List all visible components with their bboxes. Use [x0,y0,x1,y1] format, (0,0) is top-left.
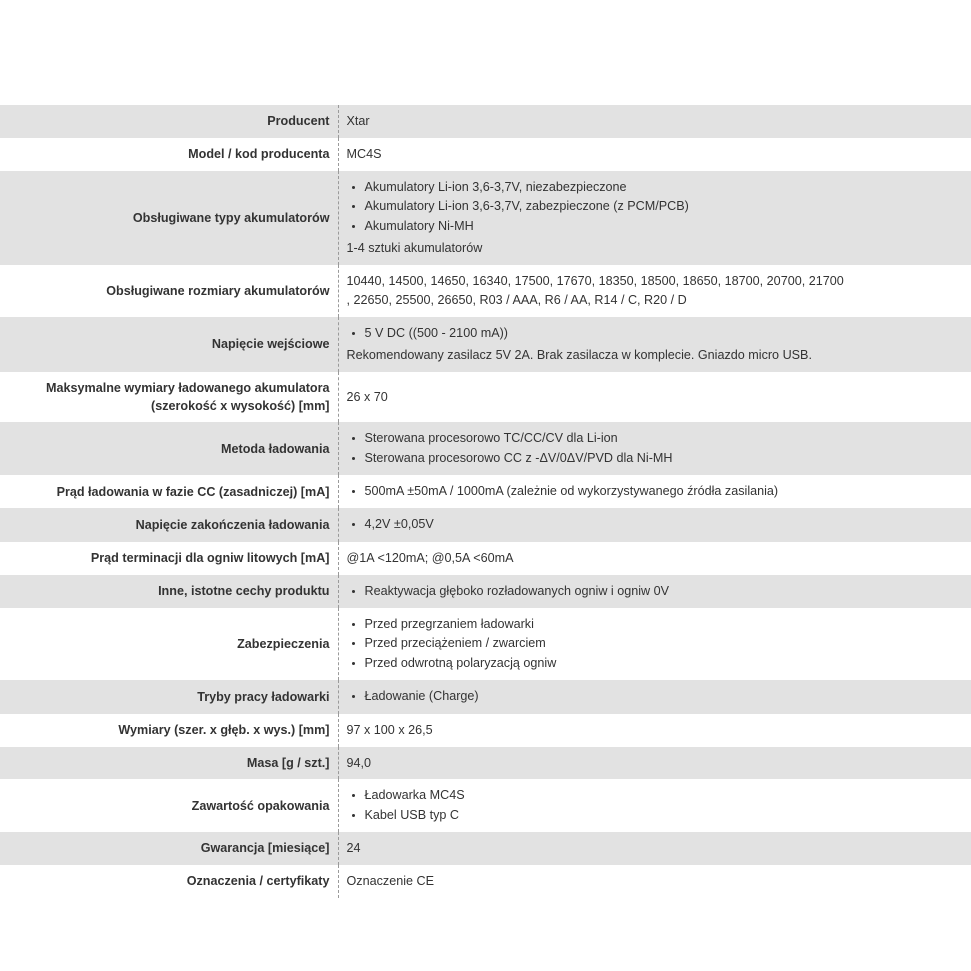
table-row [0,608,971,680]
spec-value [338,475,971,508]
spec-value-list [347,482,964,501]
table-row [0,865,971,898]
spec-value [338,542,971,575]
spec-value [338,575,971,608]
list-item: • Przed przegrzaniem ładowarki [365,615,964,634]
table-row [0,575,971,608]
spec-value-text: 24 [346,841,361,856]
spec-value-note: Rekomendowany zasilacz 5V 2A. Brak zasilacza w komplecie. Gniazdo micro USB. [346,347,812,362]
spec-value [338,317,971,372]
table-row [0,171,971,265]
spec-label: Inne, istotne cechy produktu [0,575,338,608]
spec-label: Oznaczenia / certyfikaty [0,865,338,898]
spec-label: Tryby pracy ładowarki [0,680,338,713]
list-item: • Ładowanie (Charge) [365,687,964,706]
list-item: • Ładowarka MC4S [365,786,964,805]
spec-value-list [347,178,964,236]
spec-value-text: MC4S [346,146,382,161]
spec-label: Zawartość opakowania [0,779,338,832]
spec-label: Napięcie zakończenia ładowania [0,508,338,541]
spec-label: Obsługiwane typy akumulatorów [0,171,338,265]
table-row [0,317,971,372]
table-row [0,138,971,171]
list-item: • 4,2V ±0,05V [365,515,964,534]
table-row [0,714,971,747]
spec-value [338,508,971,541]
spec-value-list [347,687,964,706]
spec-value [338,747,971,780]
spec-label: Model / kod producenta [0,138,338,171]
spec-label: Gwarancja [miesiące] [0,832,338,865]
spec-value-list [347,615,964,673]
spec-value-text: 97 x 100 x 26,5 [346,722,433,737]
table-row [0,475,971,508]
table-row [0,105,971,138]
list-item: • Przed przeciążeniem / zwarciem [365,634,964,653]
list-item: • Akumulatory Li-ion 3,6-3,7V, zabezpieczone (z PCM/PCB) [365,197,964,216]
spec-value [338,138,971,171]
spec-value [338,265,971,317]
table-row [0,779,971,832]
spec-value-line: , 22650, 25500, 26650, R03 / AAA, R6 / AA, R14 / C, R20 / D [346,292,687,307]
spec-label: Maksymalne wymiary ładowanego akumulatora (szerokość x wysokość) [mm] [0,372,338,423]
list-item: • Przed odwrotną polaryzacją ogniw [365,654,964,673]
spec-value-text: Oznaczenie CE [346,874,434,889]
table-row [0,422,971,475]
spec-label: Obsługiwane rozmiary akumulatorów [0,265,338,317]
spec-value-text: Xtar [346,114,370,128]
spec-value-line: 10440, 14500, 14650, 16340, 17500, 17670, 18350, 18500, 18650, 18700, 20700, 21700 [346,273,844,288]
table-row [0,747,971,780]
list-item: • Sterowana procesorowo TC/CC/CV dla Li-ion [365,429,964,448]
spec-value-text: @1A <120mA; @0,5A <60mA [346,550,514,565]
list-item: • 500mA ±50mA / 1000mA (zależnie od wykorzystywanego źródła zasilania) [365,482,964,501]
spec-value-list [347,324,964,343]
spec-value [338,680,971,713]
specification-table-body [0,105,971,898]
spec-label: Prąd terminacji dla ogniw litowych [mA] [0,542,338,575]
list-item: • Reaktywacja głęboko rozładowanych ogniw i ogniw 0V [365,582,964,601]
specification-table [0,105,971,898]
table-row [0,680,971,713]
spec-value [338,779,971,832]
list-item: • Akumulatory Ni-MH [365,217,964,236]
spec-label: Producent [0,105,338,138]
spec-label: Zabezpieczenia [0,608,338,680]
table-row [0,372,971,423]
spec-value [338,422,971,475]
spec-label: Metoda ładowania [0,422,338,475]
spec-value-note: 1-4 sztuki akumulatorów [346,240,483,255]
spec-value-list [347,429,964,468]
spec-value [338,105,971,138]
list-item: • 5 V DC ((500 - 2100 mA)) [365,324,964,343]
table-row [0,508,971,541]
spec-value [338,608,971,680]
table-row [0,832,971,865]
list-item: • Sterowana procesorowo CC z -ΔV/0ΔV/PVD dla Ni-MH [365,449,964,468]
spec-label: Masa [g / szt.] [0,747,338,780]
spec-value-text: 94,0 [346,755,372,770]
spec-value [338,372,971,423]
spec-label: Prąd ładowania w fazie CC (zasadniczej) [mA] [0,475,338,508]
list-item: • Akumulatory Li-ion 3,6-3,7V, niezabezpieczone [365,178,964,197]
spec-value [338,832,971,865]
table-row [0,542,971,575]
spec-value [338,714,971,747]
list-item: • Kabel USB typ C [365,806,964,825]
spec-label: Wymiary (szer. x głęb. x wys.) [mm] [0,714,338,747]
spec-value-text: 26 x 70 [346,389,388,404]
spec-value-list [347,786,964,825]
spec-value [338,865,971,898]
spec-label: Napięcie wejściowe [0,317,338,372]
spec-value-list [347,582,964,601]
table-row [0,265,971,317]
spec-value-list [347,515,964,534]
spec-value [338,171,971,265]
